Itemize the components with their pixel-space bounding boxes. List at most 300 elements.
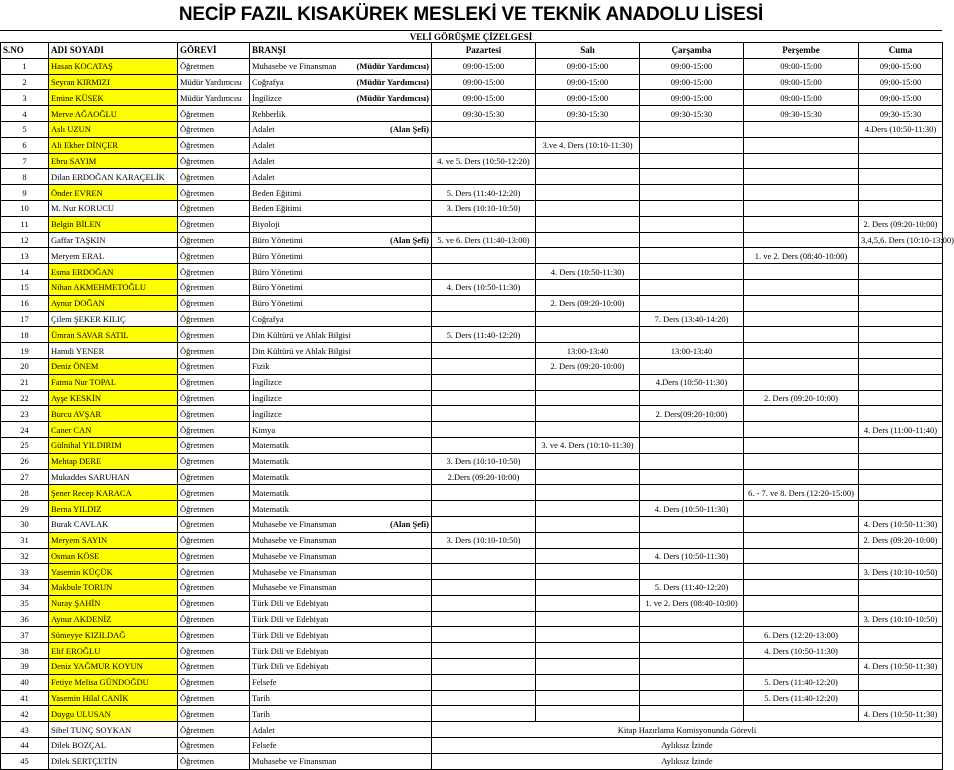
row-number: 8 xyxy=(1,169,49,185)
schedule-wednesday xyxy=(640,264,744,280)
schedule-wednesday xyxy=(640,358,744,374)
teacher-duty: Müdür Yardımcısı xyxy=(178,90,250,106)
table-row xyxy=(1,58,943,74)
row-number: 15 xyxy=(1,279,49,295)
page-title: NECİP FAZIL KISAKÜREK MESLEKİ VE TEKNİK ANADOLU LİSESİ xyxy=(178,4,764,25)
schedule-wednesday xyxy=(640,611,744,627)
schedule-tuesday xyxy=(536,232,640,248)
schedule-wednesday xyxy=(640,643,744,659)
schedule-wednesday: 09:00-15:00 xyxy=(640,74,744,90)
schedule-wednesday: 7. Ders (13:40-14:20) xyxy=(640,311,744,327)
schedule-monday xyxy=(432,295,536,311)
teacher-duty: Öğretmen xyxy=(178,722,250,738)
teacher-name: Aynur AKDENİZ xyxy=(49,611,178,627)
schedule-friday: 09:00-15:00 xyxy=(859,74,943,90)
table-row xyxy=(1,327,943,343)
teacher-branch xyxy=(250,422,432,438)
branch-label: Felsefe xyxy=(252,740,277,751)
branch-label: Türk Dili ve Edebiyatı xyxy=(252,629,329,640)
row-number: 22 xyxy=(1,390,49,406)
header-duty: GÖREVİ xyxy=(178,43,250,59)
schedule-tuesday xyxy=(536,643,640,659)
schedule-monday: 09:30-15:30 xyxy=(432,106,536,122)
schedule-thursday: 6. - 7. ve 8. Ders (12:20-15:00) xyxy=(744,485,859,501)
teacher-branch xyxy=(250,516,432,532)
branch-label: Matematik xyxy=(252,471,289,482)
schedule-thursday xyxy=(744,595,859,611)
branch-label: İngilizce xyxy=(252,408,282,419)
teacher-branch xyxy=(250,595,432,611)
schedule-friday: 4. Ders (10:50-11:30) xyxy=(859,516,943,532)
header-branch: BRANŞI xyxy=(250,43,432,59)
schedule-monday: 3. Ders (10:10-10:50) xyxy=(432,532,536,548)
schedule-monday xyxy=(432,343,536,359)
schedule-thursday: 09:00-15:00 xyxy=(744,74,859,90)
teacher-duty: Öğretmen xyxy=(178,406,250,422)
schedule-thursday: 2. Ders (09:20-10:00) xyxy=(744,390,859,406)
schedule-wednesday: 09:30-15:30 xyxy=(640,106,744,122)
teacher-branch xyxy=(250,90,432,106)
schedule-wednesday xyxy=(640,453,744,469)
teacher-name: Berna YILDIZ xyxy=(49,501,178,517)
teacher-duty: Öğretmen xyxy=(178,185,250,201)
schedule-friday xyxy=(859,311,943,327)
schedule-wednesday xyxy=(640,516,744,532)
row-number: 1 xyxy=(1,58,49,74)
schedule-thursday xyxy=(744,453,859,469)
table-row xyxy=(1,137,943,153)
schedule-wednesday xyxy=(640,185,744,201)
row-number: 36 xyxy=(1,611,49,627)
teacher-branch xyxy=(250,137,432,153)
branch-label: Felsefe xyxy=(252,677,277,688)
row-number: 29 xyxy=(1,501,49,517)
schedule-monday xyxy=(432,564,536,580)
table-row xyxy=(1,153,943,169)
schedule-tuesday xyxy=(536,532,640,548)
teacher-name: Ali Ekber DİNÇER xyxy=(49,137,178,153)
branch-label: Coğrafya xyxy=(252,76,284,87)
branch-label: Muhasebe ve Finansman xyxy=(252,550,337,561)
schedule-thursday: 09:30-15:30 xyxy=(744,106,859,122)
teacher-branch xyxy=(250,232,432,248)
teacher-duty: Öğretmen xyxy=(178,153,250,169)
schedule-monday: 2.Ders (09:20-10:00) xyxy=(432,469,536,485)
schedule-friday xyxy=(859,406,943,422)
teacher-duty: Öğretmen xyxy=(178,232,250,248)
teacher-duty: Öğretmen xyxy=(178,532,250,548)
schedule-monday xyxy=(432,501,536,517)
table-row xyxy=(1,627,943,643)
teacher-branch xyxy=(250,343,432,359)
teacher-name: Ayşe KESKİN xyxy=(49,390,178,406)
schedule-tuesday xyxy=(536,674,640,690)
schedule-monday: 4. Ders (10:50-11:30) xyxy=(432,279,536,295)
schedule-thursday xyxy=(744,516,859,532)
schedule-tuesday xyxy=(536,548,640,564)
teacher-name: M. Nur KORUCU xyxy=(49,200,178,216)
row-number: 41 xyxy=(1,690,49,706)
branch-label: Adalet xyxy=(252,124,275,135)
schedule-friday xyxy=(859,674,943,690)
teacher-duty: Öğretmen xyxy=(178,595,250,611)
row-number: 45 xyxy=(1,753,49,769)
schedule-tuesday xyxy=(536,627,640,643)
schedule-wednesday xyxy=(640,532,744,548)
schedule-thursday xyxy=(744,358,859,374)
schedule-friday xyxy=(859,264,943,280)
teacher-duty: Öğretmen xyxy=(178,121,250,137)
schedule-tuesday xyxy=(536,595,640,611)
table-row xyxy=(1,548,943,564)
schedule-thursday xyxy=(744,121,859,137)
schedule-monday xyxy=(432,358,536,374)
schedule-tuesday xyxy=(536,469,640,485)
schedule-thursday xyxy=(744,659,859,675)
teacher-name: Dilek BOZÇAL xyxy=(49,738,178,754)
branch-label: Beden Eğitimi xyxy=(252,203,302,214)
table-row xyxy=(1,185,943,201)
table-row xyxy=(1,643,943,659)
teacher-branch xyxy=(250,295,432,311)
teacher-name: Mehtap DERE xyxy=(49,453,178,469)
teacher-name: Aslı UZUN xyxy=(49,121,178,137)
schedule-thursday xyxy=(744,169,859,185)
branch-label: Türk Dili ve Edebiyatı xyxy=(252,614,329,625)
schedule-thursday xyxy=(744,548,859,564)
teacher-duty: Öğretmen xyxy=(178,611,250,627)
teacher-duty: Öğretmen xyxy=(178,58,250,74)
teacher-name: Önder EVREN xyxy=(49,185,178,201)
branch-label: Adalet xyxy=(252,171,275,182)
schedule-tuesday xyxy=(536,501,640,517)
teacher-name: Seyran KIRMIZI xyxy=(49,74,178,90)
schedule-friday: 3. Ders (10:10-10:50) xyxy=(859,611,943,627)
teacher-duty: Öğretmen xyxy=(178,706,250,722)
schedule-monday: 09:00-15:00 xyxy=(432,90,536,106)
schedule-friday xyxy=(859,358,943,374)
teacher-name: Caner CAN xyxy=(49,422,178,438)
schedule-friday: 09:00-15:00 xyxy=(859,90,943,106)
branch-label: Matematik xyxy=(252,456,289,467)
header-thursday: Perşembe xyxy=(744,43,859,59)
schedule-friday: 4. Ders (11:00-11:40) xyxy=(859,422,943,438)
schedule-friday xyxy=(859,580,943,596)
schedule-friday xyxy=(859,153,943,169)
schedule-thursday xyxy=(744,137,859,153)
teacher-name: Burcu AVŞAR xyxy=(49,406,178,422)
teacher-branch xyxy=(250,327,432,343)
schedule-body xyxy=(1,58,954,769)
table-row xyxy=(1,674,943,690)
row-number: 7 xyxy=(1,153,49,169)
teacher-name: Yasemin KÜÇÜK xyxy=(49,564,178,580)
schedule-tuesday: 2. Ders (09:20-10:00) xyxy=(536,358,640,374)
schedule-friday xyxy=(859,690,943,706)
row-number: 19 xyxy=(1,343,49,359)
table-row xyxy=(1,690,943,706)
row-number: 9 xyxy=(1,185,49,201)
table-row xyxy=(1,200,943,216)
schedule-tuesday xyxy=(536,690,640,706)
teacher-name: Makbule TORUN xyxy=(49,580,178,596)
teacher-duty: Öğretmen xyxy=(178,295,250,311)
schedule-friday: 3,4,5,6. Ders (10:10-13:00) xyxy=(859,232,943,248)
schedule-monday xyxy=(432,422,536,438)
teacher-duty: Öğretmen xyxy=(178,469,250,485)
row-number: 21 xyxy=(1,374,49,390)
schedule-friday xyxy=(859,485,943,501)
teacher-name: Sibel TUNÇ SOYKAN xyxy=(49,722,178,738)
schedule-wednesday xyxy=(640,153,744,169)
row-number: 38 xyxy=(1,643,49,659)
schedule-tuesday xyxy=(536,185,640,201)
row-number: 4 xyxy=(1,106,49,122)
schedule-wednesday: 4. Ders (10:50-11:30) xyxy=(640,548,744,564)
schedule-monday xyxy=(432,611,536,627)
table-row xyxy=(1,437,943,453)
schedule-note: Kitap Hazırlama Komisyonunda Görevli xyxy=(432,722,943,738)
teacher-name: Yasemin Hilal CANİK xyxy=(49,690,178,706)
row-number: 3 xyxy=(1,90,49,106)
branch-label: İngilizce xyxy=(252,392,282,403)
branch-label: Tarih xyxy=(252,708,270,719)
row-number: 27 xyxy=(1,469,49,485)
row-number: 26 xyxy=(1,453,49,469)
teacher-name: Fetiye Melisa GÜNDOĞDU xyxy=(49,674,178,690)
schedule-wednesday: 1. ve 2. Ders (08:40-10:00) xyxy=(640,595,744,611)
teacher-name: Esma ERDOĞAN xyxy=(49,264,178,280)
schedule-thursday xyxy=(744,437,859,453)
teacher-duty: Öğretmen xyxy=(178,501,250,517)
teacher-branch xyxy=(250,390,432,406)
schedule-thursday xyxy=(744,185,859,201)
teacher-branch xyxy=(250,722,432,738)
teacher-name: Nihan AKMEHMETOĞLU xyxy=(49,279,178,295)
teacher-duty: Öğretmen xyxy=(178,358,250,374)
table-row xyxy=(1,121,943,137)
teacher-name: Aynur DOĞAN xyxy=(49,295,178,311)
schedule-thursday: 1. ve 2. Ders (08:40-10:00) xyxy=(744,248,859,264)
schedule-tuesday xyxy=(536,659,640,675)
row-number: 33 xyxy=(1,564,49,580)
schedule-tuesday xyxy=(536,279,640,295)
table-row xyxy=(1,659,943,675)
teacher-duty: Öğretmen xyxy=(178,216,250,232)
schedule-monday xyxy=(432,690,536,706)
teacher-branch xyxy=(250,627,432,643)
role-note: (Müdür Yardımcısı) xyxy=(356,92,429,103)
teacher-duty: Öğretmen xyxy=(178,643,250,659)
branch-label: Büro Yönetimi xyxy=(252,266,303,277)
teacher-name: Belgin BİLEN xyxy=(49,216,178,232)
schedule-thursday xyxy=(744,232,859,248)
teacher-branch xyxy=(250,580,432,596)
schedule-monday: 4. ve 5. Ders (10:50-12:20) xyxy=(432,153,536,169)
schedule-tuesday xyxy=(536,200,640,216)
schedule-wednesday xyxy=(640,485,744,501)
teacher-duty: Öğretmen xyxy=(178,564,250,580)
table-row xyxy=(1,501,943,517)
header-name: ADI SOYADI xyxy=(49,43,178,59)
schedule-monday xyxy=(432,580,536,596)
table-row xyxy=(1,611,943,627)
table-row xyxy=(1,169,943,185)
schedule-thursday xyxy=(744,374,859,390)
branch-label: Tarih xyxy=(252,693,270,704)
branch-label: Beden Eğitimi xyxy=(252,187,302,198)
teacher-branch xyxy=(250,358,432,374)
schedule-thursday xyxy=(744,564,859,580)
schedule-thursday xyxy=(744,343,859,359)
teacher-duty: Öğretmen xyxy=(178,390,250,406)
schedule-wednesday xyxy=(640,295,744,311)
table-row xyxy=(1,248,943,264)
table-row xyxy=(1,216,943,232)
teacher-duty: Öğretmen xyxy=(178,169,250,185)
teacher-branch xyxy=(250,153,432,169)
role-note: (Alan Şefi) xyxy=(390,519,429,530)
branch-label: Coğrafya xyxy=(252,313,284,324)
teacher-name: Deniz YAĞMUR KOYUN xyxy=(49,659,178,675)
branch-label: Türk Dili ve Edebiyatı xyxy=(252,661,329,672)
teacher-branch xyxy=(250,248,432,264)
branch-label: Türk Dili ve Edebiyatı xyxy=(252,598,329,609)
row-number: 34 xyxy=(1,580,49,596)
header-row xyxy=(1,43,943,59)
schedule-thursday xyxy=(744,200,859,216)
schedule-wednesday: 5. Ders (11:40-12:20) xyxy=(640,580,744,596)
row-number: 14 xyxy=(1,264,49,280)
branch-label: Muhasebe ve Finansman xyxy=(252,535,337,546)
table-row xyxy=(1,532,943,548)
table-row xyxy=(1,516,943,532)
table-row xyxy=(1,564,943,580)
teacher-duty: Öğretmen xyxy=(178,106,250,122)
table-row xyxy=(1,580,943,596)
schedule-monday xyxy=(432,437,536,453)
teacher-duty: Öğretmen xyxy=(178,200,250,216)
branch-label: Büro Yönetimi xyxy=(252,234,303,245)
schedule-monday xyxy=(432,374,536,390)
schedule-tuesday xyxy=(536,422,640,438)
teacher-duty: Öğretmen xyxy=(178,437,250,453)
schedule-thursday xyxy=(744,295,859,311)
table-row xyxy=(1,753,943,769)
teacher-name: Nuray ŞAHİN xyxy=(49,595,178,611)
teacher-branch xyxy=(250,674,432,690)
schedule-friday xyxy=(859,390,943,406)
row-number: 44 xyxy=(1,738,49,754)
teacher-name: Hamdi YENER xyxy=(49,343,178,359)
row-number: 32 xyxy=(1,548,49,564)
schedule-tuesday xyxy=(536,311,640,327)
schedule-monday xyxy=(432,390,536,406)
teacher-duty: Öğretmen xyxy=(178,659,250,675)
teacher-duty: Öğretmen xyxy=(178,627,250,643)
teacher-duty: Öğretmen xyxy=(178,516,250,532)
schedule-monday xyxy=(432,169,536,185)
teacher-duty: Öğretmen xyxy=(178,580,250,596)
row-number: 43 xyxy=(1,722,49,738)
table-row xyxy=(1,311,943,327)
table-row xyxy=(1,74,943,90)
teacher-name: Fatma Nur TOPAL xyxy=(49,374,178,390)
branch-label: Muhasebe ve Finansman xyxy=(252,519,337,530)
row-number: 24 xyxy=(1,422,49,438)
teacher-branch xyxy=(250,469,432,485)
schedule-wednesday xyxy=(640,248,744,264)
row-number: 25 xyxy=(1,437,49,453)
schedule-wednesday xyxy=(640,437,744,453)
table-row xyxy=(1,469,943,485)
schedule-thursday xyxy=(744,501,859,517)
header-monday: Pazartesi xyxy=(432,43,536,59)
branch-label: Rehberlik xyxy=(252,108,286,119)
schedule-thursday: 09:00-15:00 xyxy=(744,90,859,106)
schedule-wednesday: 2. Ders(09:20-10:00) xyxy=(640,406,744,422)
branch-label: Muhasebe ve Finansman xyxy=(252,566,337,577)
schedule-friday: 4. Ders (10:50-11:30) xyxy=(859,706,943,722)
schedule-wednesday: 4.Ders (10:50-11:30) xyxy=(640,374,744,390)
role-note: (Müdür Yardımcısı) xyxy=(356,61,429,72)
schedule-monday xyxy=(432,706,536,722)
schedule-monday: 09:00-15:00 xyxy=(432,58,536,74)
schedule-monday xyxy=(432,264,536,280)
teacher-branch xyxy=(250,200,432,216)
teacher-name: Emine KÜSEK xyxy=(49,90,178,106)
teacher-branch xyxy=(250,501,432,517)
schedule-friday xyxy=(859,137,943,153)
schedule-tuesday xyxy=(536,564,640,580)
teacher-duty: Öğretmen xyxy=(178,485,250,501)
schedule-wednesday: 4. Ders (10:50-11:30) xyxy=(640,501,744,517)
schedule-thursday xyxy=(744,153,859,169)
header-sno: S.NO xyxy=(1,43,49,59)
schedule-friday xyxy=(859,643,943,659)
row-number: 30 xyxy=(1,516,49,532)
teacher-duty: Öğretmen xyxy=(178,137,250,153)
teacher-branch xyxy=(250,532,432,548)
schedule-tuesday xyxy=(536,516,640,532)
teacher-branch xyxy=(250,753,432,769)
schedule-tuesday: 3.ve 4. Ders (10:10-11:30) xyxy=(536,137,640,153)
schedule-wednesday xyxy=(640,706,744,722)
teacher-name: Osman KÖSE xyxy=(49,548,178,564)
teacher-branch xyxy=(250,406,432,422)
schedule-monday xyxy=(432,406,536,422)
schedule-monday xyxy=(432,137,536,153)
teacher-name: Meryem ERAL xyxy=(49,248,178,264)
schedule-friday: 4.Ders (10:50-11:30) xyxy=(859,121,943,137)
row-number: 10 xyxy=(1,200,49,216)
schedule-wednesday: 09:00-15:00 xyxy=(640,58,744,74)
schedule-friday: 2. Ders (09:20-10:00) xyxy=(859,216,943,232)
schedule-table xyxy=(0,42,954,770)
schedule-friday: 09:30-15:30 xyxy=(859,106,943,122)
schedule-wednesday xyxy=(640,200,744,216)
schedule-tuesday xyxy=(536,390,640,406)
teacher-duty: Öğretmen xyxy=(178,279,250,295)
teacher-branch xyxy=(250,690,432,706)
schedule-tuesday xyxy=(536,216,640,232)
schedule-thursday xyxy=(744,580,859,596)
teacher-duty: Öğretmen xyxy=(178,327,250,343)
teacher-branch xyxy=(250,564,432,580)
branch-label: Din Kültürü ve Ahlak Bilgisi xyxy=(252,345,351,356)
teacher-branch xyxy=(250,659,432,675)
branch-label: Din Kültürü ve Ahlak Bilgisi xyxy=(252,329,351,340)
